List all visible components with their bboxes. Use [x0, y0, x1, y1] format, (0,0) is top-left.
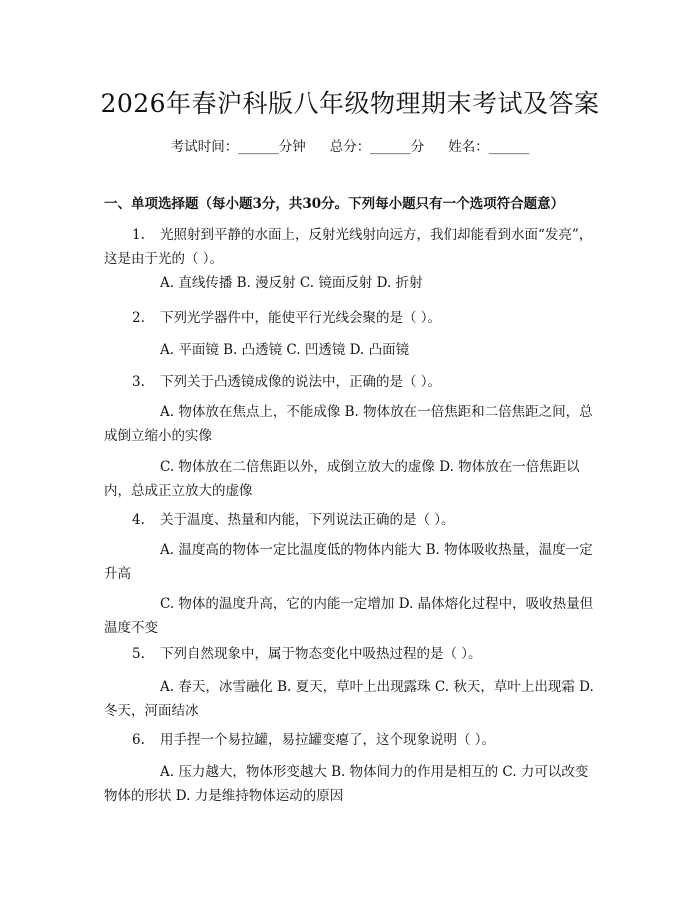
question-3-option-ab: A. 物体放在焦点上，不能成像 B. 物体放在一倍焦距和二倍焦距之间，总成倒立缩小的实像: [104, 404, 593, 444]
question-1: 1. 光照射到平静的水面上，反射光线射向远方，我们却能看到水面“发亮”，这是由于光的（ ）。: [104, 227, 593, 267]
question-4-option-ab: A. 温度高的物体一定比温度低的物体内能大 B. 物体吸收热量，温度一定升高: [104, 542, 593, 582]
question-1-options: A. 直线传播 B. 漫反射 C. 镜面反射 D. 折射: [160, 275, 423, 291]
question-4: 4. 关于温度、热量和内能，下列说法正确的是（ ）。: [132, 512, 455, 528]
question-3: 3. 下列关于凸透镜成像的说法中，正确的是（ ）。: [132, 374, 442, 390]
exam-meta: [0, 135, 700, 155]
student-name-field: 姓名：______: [448, 139, 530, 155]
page-title: 2026年春沪科版八年级物理期末考试及答案: [100, 89, 600, 118]
exam-time-field: 考试时间：______分钟: [170, 139, 306, 155]
section-heading: 一、单项选择题（每小题3分，共30分。下列每小题只有一个选项符合题意）: [104, 196, 565, 212]
question-5-options: A. 春天，冰雪融化 B. 夏天，草叶上出现露珠 C. 秋天，草叶上出现霜 D. 冬天，河面结冰: [104, 679, 594, 719]
question-5: 5. 下列自然现象中，属于物态变化中吸热过程的是（ ）。: [132, 646, 482, 662]
question-4-option-cd: C. 物体的温度升高，它的内能一定增加 D. 晶体熔化过程中，吸收热量但温度不变: [104, 596, 594, 636]
question-2: 2. 下列光学器件中，能使平行光线会聚的是（ ）。: [132, 310, 442, 326]
question-6-options: A. 压力越大，物体形变越大 B. 物体间力的作用是相互的 C. 力可以改变物体的形状 D. 力是维持物体运动的原因: [104, 764, 589, 804]
question-3-option-cd: C. 物体放在二倍焦距以外，成倒立放大的虚像 D. 物体放在一倍焦距以内，总成正立放大的虚像: [104, 459, 580, 499]
question-6: 6. 用手捏一个易拉罐，易拉罐变瘪了，这个现象说明（ ）。: [132, 732, 496, 748]
question-2-options: A. 平面镜 B. 凸透镜 C. 凹透镜 D. 凸面镜: [160, 342, 410, 358]
total-score-field: 总分：______分: [329, 139, 425, 155]
